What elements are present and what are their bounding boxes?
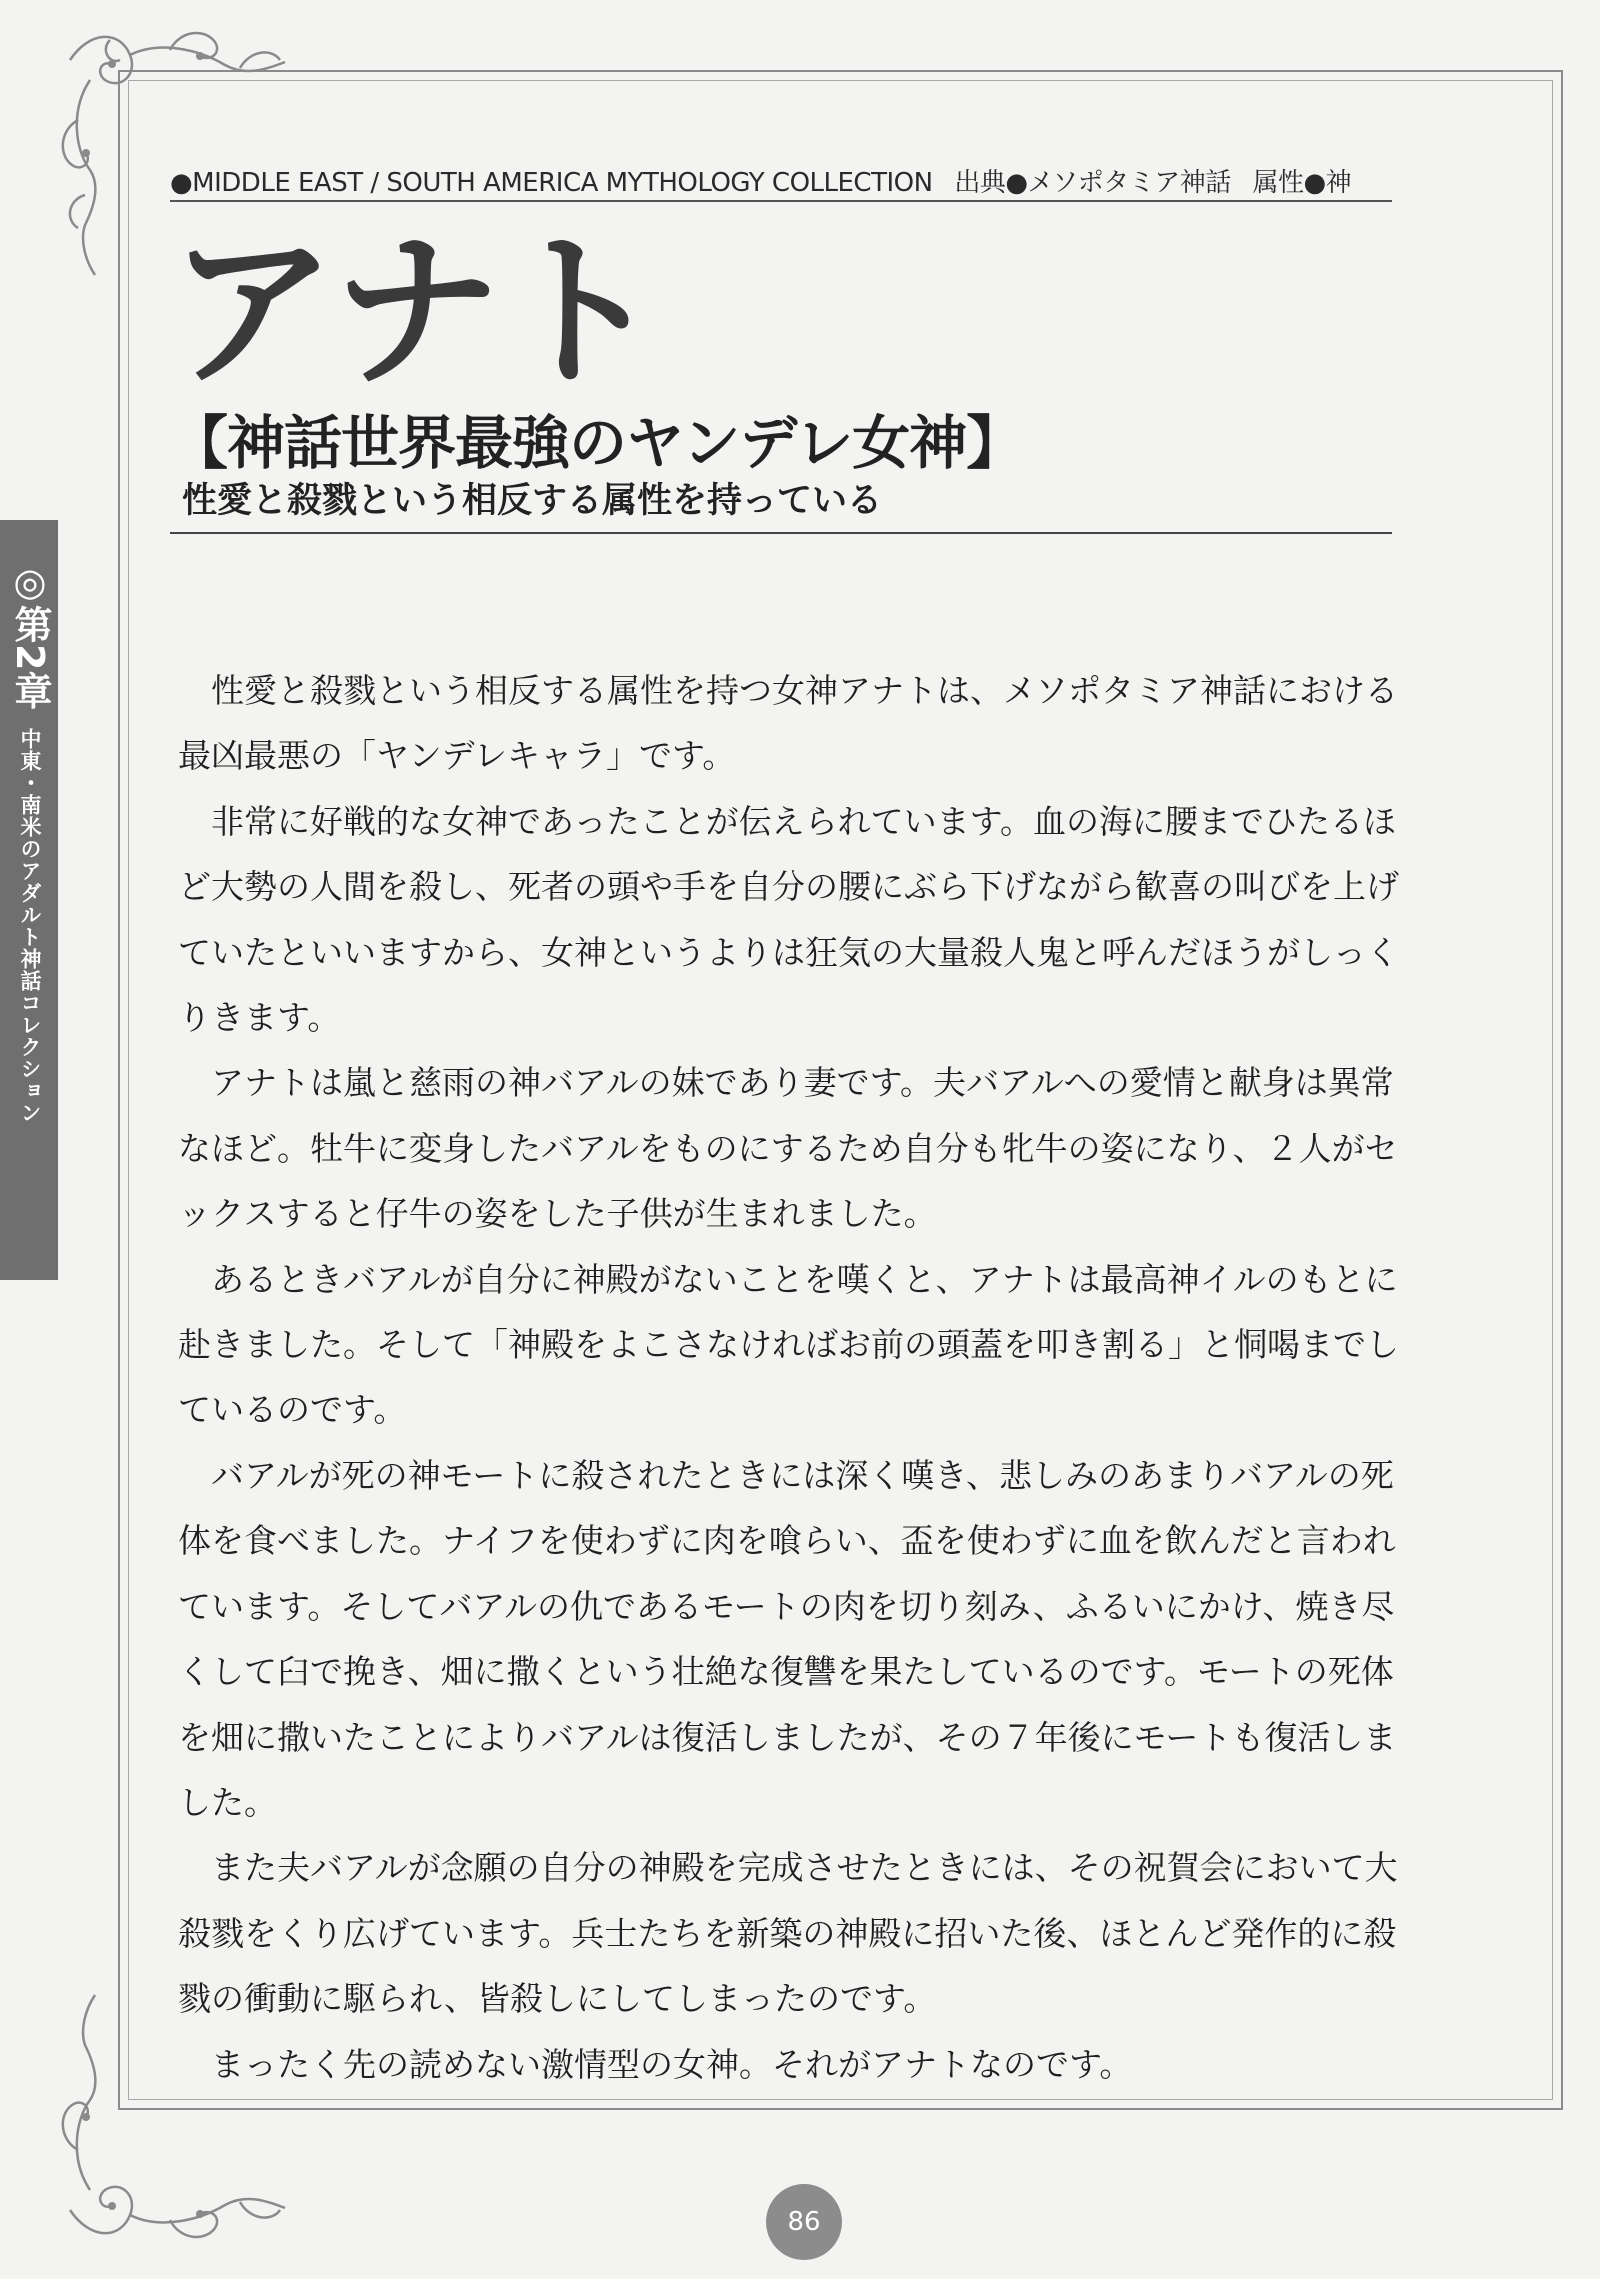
chapter-side-label	[6, 560, 54, 1124]
page-tagline: 性愛と殺戮という相反する属性を持っている	[182, 481, 883, 521]
source-label: 出典●メソポタミア神話	[954, 168, 1231, 198]
chapter-section-title: 中東・南米のアダルト神話コレクション	[18, 728, 42, 1125]
running-header	[170, 162, 1400, 199]
paragraph: アナトは嵐と慈雨の神バアルの妹であり妻です。夫バアルへの愛情と献身は異常なほど。牡牛に変身したバアルをものにするため自分も牝牛の姿になり、２人がセックスすると仔牛の姿をした子供が生まれました。	[178, 1063, 1398, 1234]
paragraph: 性愛と殺戮という相反する属性を持つ女神アナトは、メソポタミア神話における最凶最悪の「ヤンデレキャラ」です。	[178, 671, 1399, 776]
attribute-label: 属性●神	[1252, 168, 1352, 198]
paragraph: また夫バアルが念願の自分の神殿を完成させたときには、その祝賀会において大殺戮をくり広げています。兵士たちを新築の神殿に招いた後、ほとんど発作的に殺戮の衝動に駆られ、皆殺しにしてしまったのです。	[178, 1848, 1398, 2019]
title-divider	[170, 532, 1392, 534]
header-divider	[170, 200, 1392, 202]
page-subtitle: 【神話世界最強のヤンデレ女神】	[170, 409, 1024, 477]
collection-label: ●MIDDLE EAST / SOUTH AMERICA MYTHOLOGY COLLECTION	[170, 168, 933, 198]
paragraph: まったく先の読めない激情型の女神。それがアナトなのです。	[211, 2044, 1133, 2084]
paragraph: あるときバアルが自分に神殿がないことを嘆くと、アナトは最高神イルのもとに赴きました。そして「神殿をよこさなければお前の頭蓋を叩き割る」と恫喝までしているのです。	[178, 1259, 1399, 1430]
page-number: 86	[766, 2184, 842, 2260]
article-body	[178, 658, 1400, 2097]
page-title: アナト	[168, 214, 660, 410]
chapter-number: ◎第2章	[8, 560, 52, 711]
paragraph: バアルが死の神モートに殺されたときには深く嘆き、悲しみのあまりバアルの死体を食べました。ナイフを使わずに肉を喰らい、盃を使わずに血を飲んだと言われています。そしてバアルの仇であるモートの肉を切り刻み、ふるいにかけ、焼き尽くして臼で挽き、畑に撒くという壮絶な復讐を果たしているのです。モートの死体を畑に撒いたことによりバアルは復活しましたが、その７年後にモートも復活しました。	[178, 1455, 1397, 1822]
paragraph: 非常に好戦的な女神であったことが伝えられています。血の海に腰までひたるほど大勢の人間を殺し、死者の頭や手を自分の腰にぶら下げながら歓喜の叫びを上げていたといいますから、女神というよりは狂気の大量殺人鬼と呼んだほうがしっくりきます。	[178, 801, 1399, 1038]
